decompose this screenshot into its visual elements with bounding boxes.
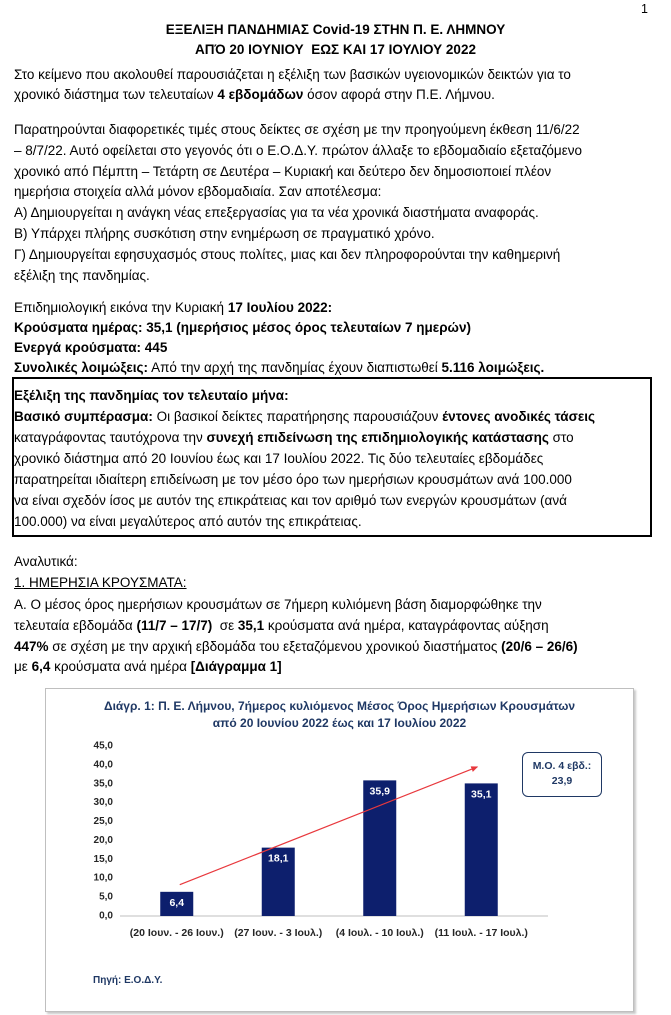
total-infections-line (14, 358, 657, 378)
epidemiological-snapshot (14, 298, 657, 378)
snapshot-date-line (14, 298, 657, 318)
section-1-line (14, 657, 657, 678)
section-1-line: Α. Ο μέσος όρος ημερήσιων κρουσμάτων σε 7ήμερη κυλιόμενη βάση διαμορφώθηκε την (14, 597, 542, 612)
y-tick-label: 45,0 (93, 740, 113, 752)
summary-text: καταγράφοντας ταυτόχρονα την (14, 430, 207, 445)
consequence-c: Γ) Δημιουργείται εφησυχασμός στους πολίτες, μιας και δεν πληροφορούνται την καθημερινή (14, 246, 561, 262)
summary-line (14, 427, 650, 448)
chart-subtitle: από 20 Ιουνίου 2022 έως και 17 Ιουλίου 2022 (212, 716, 467, 730)
x-tick-label-3: (4 Ιουλ. - 10 Ιουλ.) (335, 927, 424, 939)
y-tick-label: 0,0 (99, 910, 113, 922)
y-tick-label: 15,0 (93, 853, 113, 865)
section-1-text: κρούσματα ανά ημέρα (50, 659, 191, 675)
y-tick-label: 40,0 (93, 759, 113, 771)
x-tick-label-2: (27 Ιουν. - 3 Ιουλ.) (234, 927, 323, 939)
section-1-text: σε (212, 617, 238, 633)
period-weeks-bold: 4 εβδομάδων (217, 87, 304, 102)
intro-paragraph (14, 65, 657, 105)
data-label-1: 6,4 (169, 896, 185, 909)
total-infections-value: 5.116 λοιμώξεις. (441, 360, 545, 375)
first-week-period: (20/6 – 26/6) (501, 638, 578, 654)
chart-diagram-1 (45, 688, 634, 1012)
y-tick-label: 35,0 (93, 778, 113, 790)
summary-emphasis: έντονες ανοδικές τάσεις (442, 409, 596, 424)
last-week-period: (11/7 – 17/7) (136, 617, 213, 633)
summary-text: Οι βασικοί δείκτες παρατήρησης παρουσιάζουν (152, 409, 443, 424)
intro-text: όσον αφορά στην Π.Ε. Λήμνου. (303, 87, 495, 102)
daily-cases-line: Κρούσματα ημέρας: 35,1 (ημερήσιος μέσος όρος τελευταίων 7 ημερών) (14, 320, 471, 335)
four-week-average-box (522, 752, 602, 797)
document-title (14, 20, 657, 60)
increase-percent: 447% (14, 638, 49, 654)
consequence-a: Α) Δημιουργείται η ανάγκη νέας επεξεργασίας για τα νέα χρονικά διαστήματα αναφοράς. (14, 205, 539, 221)
data-label-3: 35,9 (369, 785, 390, 798)
summary-heading: Εξέλιξη της πανδημίας τον τελευταίο μήνα: (14, 388, 289, 403)
intro-line (14, 85, 657, 105)
four-week-average-label: Μ.Ο. 4 εβδ.: (532, 760, 592, 772)
consequence-b: Β) Υπάρχει πλήρης συσκότιση στην ενημέρωση σε πραγματικό χρόνο. (14, 225, 435, 241)
snapshot-text: Από την αρχή της πανδημίας έχουν διαπιστωθεί (148, 360, 442, 375)
summary-line: χρονικό διάστημα από 20 Ιουνίου έως και 17 Ιουλίου 2022. Τις δύο τελευταίες εβδομάδες (14, 451, 544, 466)
summary-box (12, 377, 652, 537)
methodology-note-paragraph (14, 120, 657, 286)
data-label-2: 18,1 (268, 852, 289, 865)
bar-4 (465, 783, 498, 916)
section-1-text: τελευταία εβδομάδα (14, 617, 137, 633)
page-number: 1 (641, 2, 648, 16)
x-tick-label-4: (11 Ιουλ. - 17 Ιουλ.) (434, 927, 528, 939)
section-1-text: κρούσματα ανά ημέρα, καταγράφοντας αύξηση (264, 617, 549, 633)
diagram-reference: [Διάγραμμα 1] (190, 659, 282, 675)
details-label: Αναλυτικά: (14, 554, 78, 569)
section-1-heading-wrap (14, 573, 657, 593)
consequence-c: εξέλιξη της πανδημίας. (14, 267, 150, 283)
y-tick-label: 5,0 (99, 891, 113, 903)
methodology-line: Παρατηρούνται διαφορετικές τιμές στους δείκτες σε σχέση με την προηγούμενη έκθεση 11/6/22 (14, 122, 580, 137)
section-1-heading: 1. ΗΜΕΡΗΣΙΑ ΚΡΟΥΣΜΑΤΑ: (14, 575, 187, 590)
chart-title: Διάγρ. 1: Π. Ε. Λήμνου, 7ήμερος κυλιόμενος Μέσος Όρος Ημερήσιων Κρουσμάτων (103, 699, 576, 713)
methodology-line: χρονικό από Πέμπτη – Τετάρτη σε Δευτέρα – Κυριακή και δεύτερο δεν δημοσιοποιεί πλέον (14, 163, 552, 179)
y-tick-label: 30,0 (93, 797, 113, 809)
section-1-text: με (14, 659, 32, 675)
four-week-average-value: 23,9 (551, 775, 573, 787)
intro-text: Στο κείμενο που ακολουθεί παρουσιάζεται η εξέλιξη των βασικών υγειονομικών δεικτών για το (14, 67, 571, 82)
title-line-2: ΑΠΌ 20 ΙΟΥΝΙΟΥ ΕΩΣ ΚΑΙ 17 ΙΟΥΛΙΟΥ 2022 (195, 42, 476, 57)
data-label-4: 35,1 (471, 788, 492, 801)
y-tick-label: 20,0 (93, 834, 113, 846)
methodology-line: ημερήσια στοιχεία αλλά μόνον εβδομαδιαία. Σαν αποτέλεσμα: (14, 184, 382, 200)
summary-line: 100.000) να είναι μεγαλύτερος από αυτόν της επικράτειας. (14, 514, 362, 529)
active-cases-line: Ενεργά κρούσματα: 445 (14, 340, 168, 355)
section-1-line (14, 637, 657, 658)
summary-line: να είναι σχεδόν ίσος με αυτόν της επικράτειας και τον αριθμό των ενεργών κρουσμάτων (ανά (14, 493, 567, 508)
y-tick-label: 10,0 (93, 872, 113, 884)
first-week-average: 6,4 (31, 659, 51, 675)
summary-emphasis: συνεχή επιδείνωση της επιδημιολογικής κατάστασης (206, 430, 549, 445)
total-infections-label: Συνολικές λοιμώξεις: (14, 360, 149, 375)
snapshot-date: 17 Ιουλίου 2022: (227, 300, 333, 315)
summary-text: στο (548, 430, 574, 445)
section-1-text: σε σχέση με την αρχική εβδομάδα του εξεταζόμενου χρονικού διαστήματος (48, 638, 502, 654)
x-tick-label-1: (20 Ιουν. - 26 Ιουν.) (129, 927, 224, 939)
summary-line: παρατηρείται ιδιαίτερη επιδείνωση με τον μέσο όρο των ημερήσιων κρουσμάτων ανά 100.000 (14, 472, 572, 487)
intro-text: χρονικό διάστημα των τελευταίων (14, 87, 218, 102)
y-tick-label: 25,0 (93, 816, 113, 828)
summary-line (14, 406, 650, 427)
chart-plot (46, 689, 633, 1011)
methodology-line: – 8/7/22. Αυτό οφείλεται στο γεγονός ότι ο Ε.Ο.Δ.Υ. πρώτον άλλαξε το εβδομαδιαίο εξεταζόμενο (14, 142, 582, 158)
key-conclusion-label: Βασικό συμπέρασμα: (14, 409, 153, 424)
snapshot-text: Επιδημιολογική εικόνα την Κυριακή (14, 300, 228, 315)
trendline (180, 767, 478, 885)
section-1-paragraph (14, 595, 657, 678)
chart-source: Πηγή: Ε.Ο.Δ.Υ. (93, 975, 163, 986)
intro-line (14, 65, 657, 85)
section-1-line (14, 616, 657, 637)
last-week-average: 35,1 (237, 617, 265, 633)
title-line-1: ΕΞΕΛΙΞΗ ΠΑΝΔΗΜΙΑΣ Covid-19 ΣΤΗΝ Π. Ε. ΛΗΜΝΟΥ (165, 22, 506, 37)
